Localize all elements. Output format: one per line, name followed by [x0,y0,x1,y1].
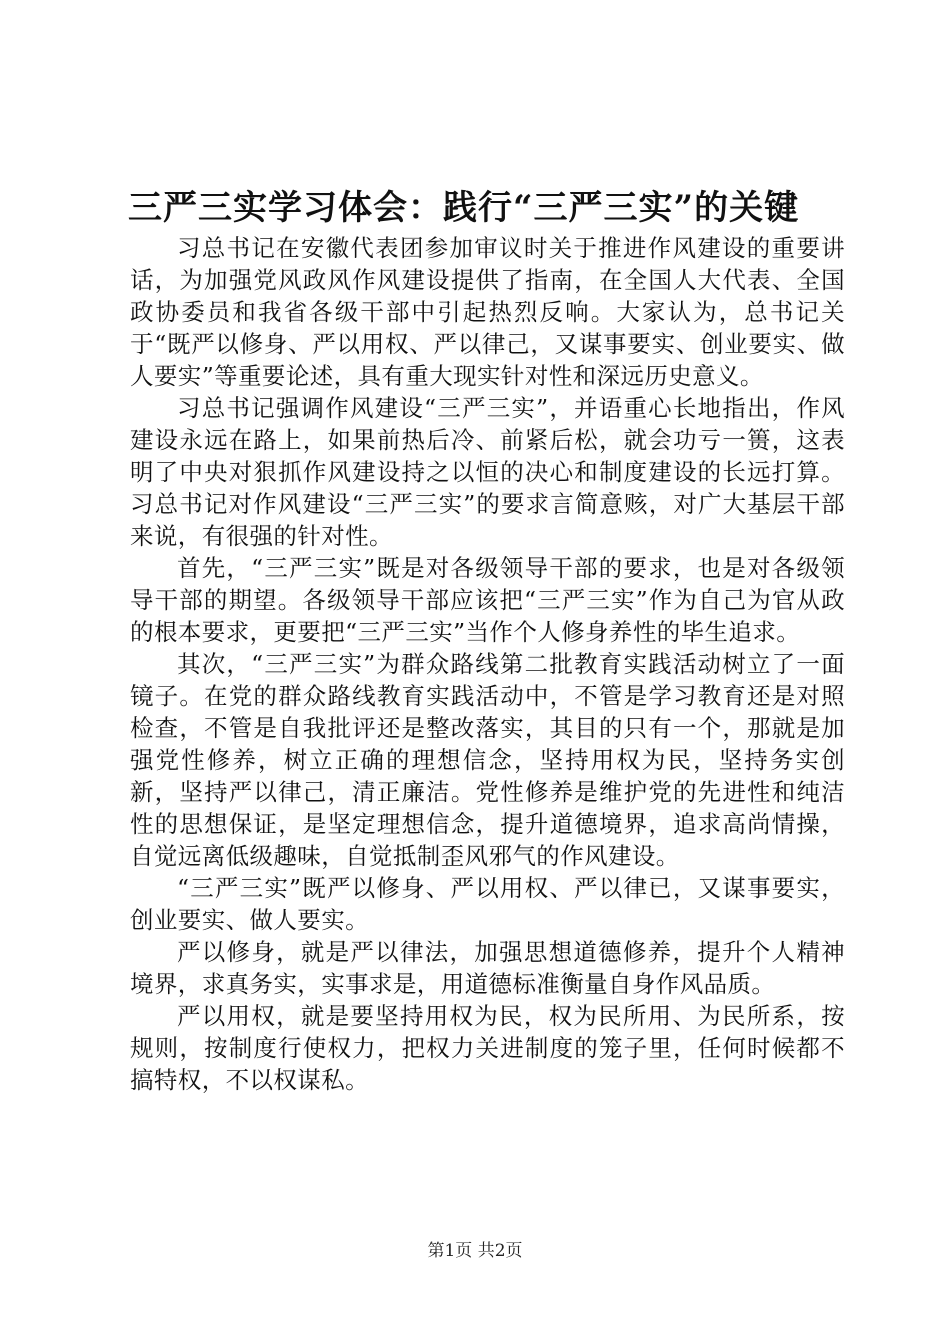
paragraph-2: 习总书记强调作风建设“三严三实”，并语重心长地指出，作风建设永远在路上，如果前热后冷、前紧后松，就会功亏一篑，这表明了中央对狠抓作风建设持之以恒的决心和制度建设的长远打算。习总书记对作风建设“三严三实”的要求言简意赅，对广大基层干部来说，有很强的针对性。 [130,394,845,550]
paragraph-3: 首先，“三严三实”既是对各级领导干部的要求，也是对各级领导干部的期望。各级领导干部应该把“三严三实”作为自己为官从政的根本要求，更要把“三严三实”当作个人修身养性的毕生追求。 [130,554,845,646]
document-body [130,232,845,1096]
paragraph-7: 严以用权，就是要坚持用权为民，权为民所用、为民所系，按规则，按制度行使权力，把权力关进制度的笼子里，任何时候都不搞特权，不以权谋私。 [130,1002,845,1094]
page-footer: 第1页 共2页 [427,1241,523,1261]
paragraph-4: 其次，“三严三实”为群众路线第二批教育实践活动树立了一面镜子。在党的群众路线教育实践活动中，不管是学习教育还是对照检查，不管是自我批评还是整改落实，其目的只有一个，那就是加强党性修养，树立正确的理想信念，坚持用权为民，坚持务实创新，坚持严以律己，清正廉洁。党性修养是维护党的先进性和纯洁性的思想保证，是坚定理想信念，提升道德境界，追求高尚情操，自觉远离低级趣味，自觉抵制歪风邪气的作风建设。 [130,650,845,870]
paragraph-1: 习总书记在安徽代表团参加审议时关于推进作风建设的重要讲话，为加强党风政风作风建设提供了指南，在全国人大代表、全国政协委员和我省各级干部中引起热烈反响。大家认为，总书记关于“既严以修身、严以用权、严以律己，又谋事要实、创业要实、做人要实”等重要论述，具有重大现实针对性和深远历史意义。 [130,234,845,390]
paragraph-6: 严以修身，就是严以律法，加强思想道德修养，提升个人精神境界，求真务实，实事求是，用道德标准衡量自身作风品质。 [130,938,845,998]
paragraph-5: “三严三实”既严以修身、严以用权、严以律已，又谋事要实，创业要实、做人要实。 [130,874,845,934]
document-title: 三严三实学习体会：践行“三严三实”的关键 [128,188,800,228]
